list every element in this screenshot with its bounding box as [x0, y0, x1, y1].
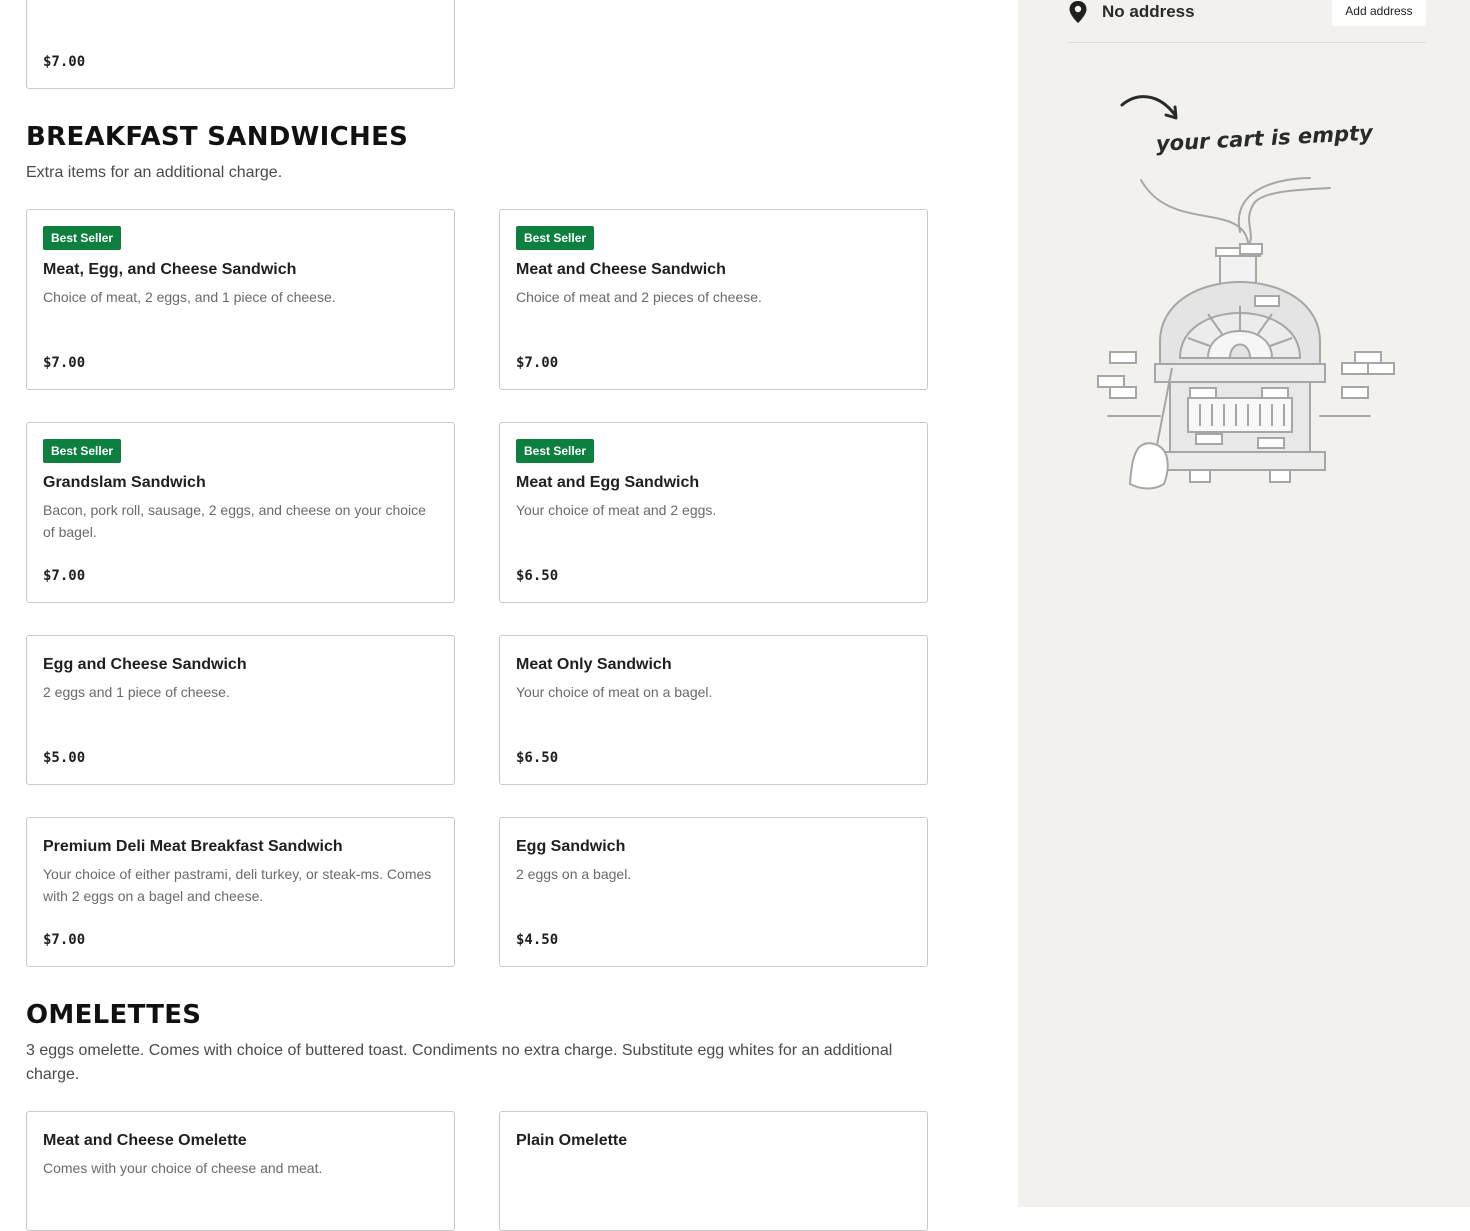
pizza-oven-illustration — [1090, 172, 1410, 499]
item-name: Meat and Egg Sandwich — [516, 474, 700, 491]
best-seller-badge: Best Seller — [516, 439, 594, 463]
item-price: $6.50 — [516, 750, 559, 766]
menu-item-card[interactable] — [26, 1111, 455, 1231]
item-name: Plain Omelette — [516, 1132, 628, 1149]
menu-item-card[interactable] — [499, 817, 928, 967]
item-description: Choice of meat and 2 pieces of cheese. — [516, 289, 762, 305]
item-name: Meat and Cheese Omelette — [43, 1132, 247, 1149]
item-description: Your choice of meat and 2 eggs. — [516, 502, 717, 518]
item-name: Meat, Egg, and Cheese Sandwich — [43, 261, 297, 278]
item-description: Your choice of either pastrami, deli turkey, or steak-ms. Comes with 2 eggs on a bagel and cheese. — [43, 866, 432, 904]
menu-item-card[interactable] — [26, 635, 455, 785]
item-description: Comes with your choice of cheese and meat. — [43, 1160, 323, 1176]
item-price: $4.50 — [516, 932, 559, 948]
location-pin-icon — [1068, 0, 1088, 29]
item-name: Egg Sandwich — [516, 838, 626, 855]
best-seller-badge: Best Seller — [43, 226, 121, 250]
menu-item-card[interactable] — [26, 422, 455, 603]
menu-item-card[interactable] — [26, 209, 455, 390]
item-name: Egg and Cheese Sandwich — [43, 656, 247, 673]
item-price: $7.00 — [43, 568, 86, 584]
menu-item-card[interactable] — [26, 0, 455, 89]
item-price: $7.00 — [43, 932, 86, 948]
menu-item-card[interactable] — [499, 209, 928, 390]
item-price: $7.00 — [43, 54, 86, 70]
item-name: Meat Only Sandwich — [516, 656, 672, 673]
best-seller-badge: Best Seller — [43, 439, 121, 463]
item-price: $5.00 — [43, 750, 86, 766]
delivery-address-row — [1068, 0, 1426, 43]
item-description: 2 eggs and 1 piece of cheese. — [43, 684, 230, 700]
section-description: Extra items for an additional charge. — [26, 164, 283, 181]
item-name: Premium Deli Meat Breakfast Sandwich — [43, 838, 343, 855]
section-title: OMELETTES — [26, 1000, 202, 1030]
item-description: Bacon, pork roll, sausage, 2 eggs, and cheese on your choice of bagel. — [43, 502, 426, 540]
item-name: Meat and Cheese Sandwich — [516, 261, 726, 278]
empty-cart-message: your cart is empty — [1155, 120, 1374, 156]
item-description: Your choice of meat on a bagel. — [516, 684, 713, 700]
add-address-button[interactable]: Add address — [1332, 0, 1426, 26]
item-name: Grandslam Sandwich — [43, 474, 206, 491]
item-price: $6.50 — [516, 568, 559, 584]
item-description: 2 eggs on a bagel. — [516, 866, 632, 882]
section-title: BREAKFAST SANDWICHES — [26, 122, 409, 152]
best-seller-badge: Best Seller — [516, 226, 594, 250]
item-price: $7.00 — [516, 355, 559, 371]
address-text: No address — [1102, 2, 1195, 21]
menu-item-card[interactable] — [499, 1111, 928, 1231]
menu-item-card[interactable] — [26, 817, 455, 967]
item-price: $7.00 — [43, 355, 86, 371]
menu-item-card[interactable] — [499, 635, 928, 785]
arrow-icon — [1118, 90, 1182, 129]
item-description: Choice of meat, 2 eggs, and 1 piece of cheese. — [43, 289, 336, 305]
menu-item-card[interactable] — [499, 422, 928, 603]
section-description: 3 eggs omelette. Comes with choice of buttered toast. Condiments no extra charge. Substitute egg whites for an additional charge. — [26, 1042, 893, 1083]
